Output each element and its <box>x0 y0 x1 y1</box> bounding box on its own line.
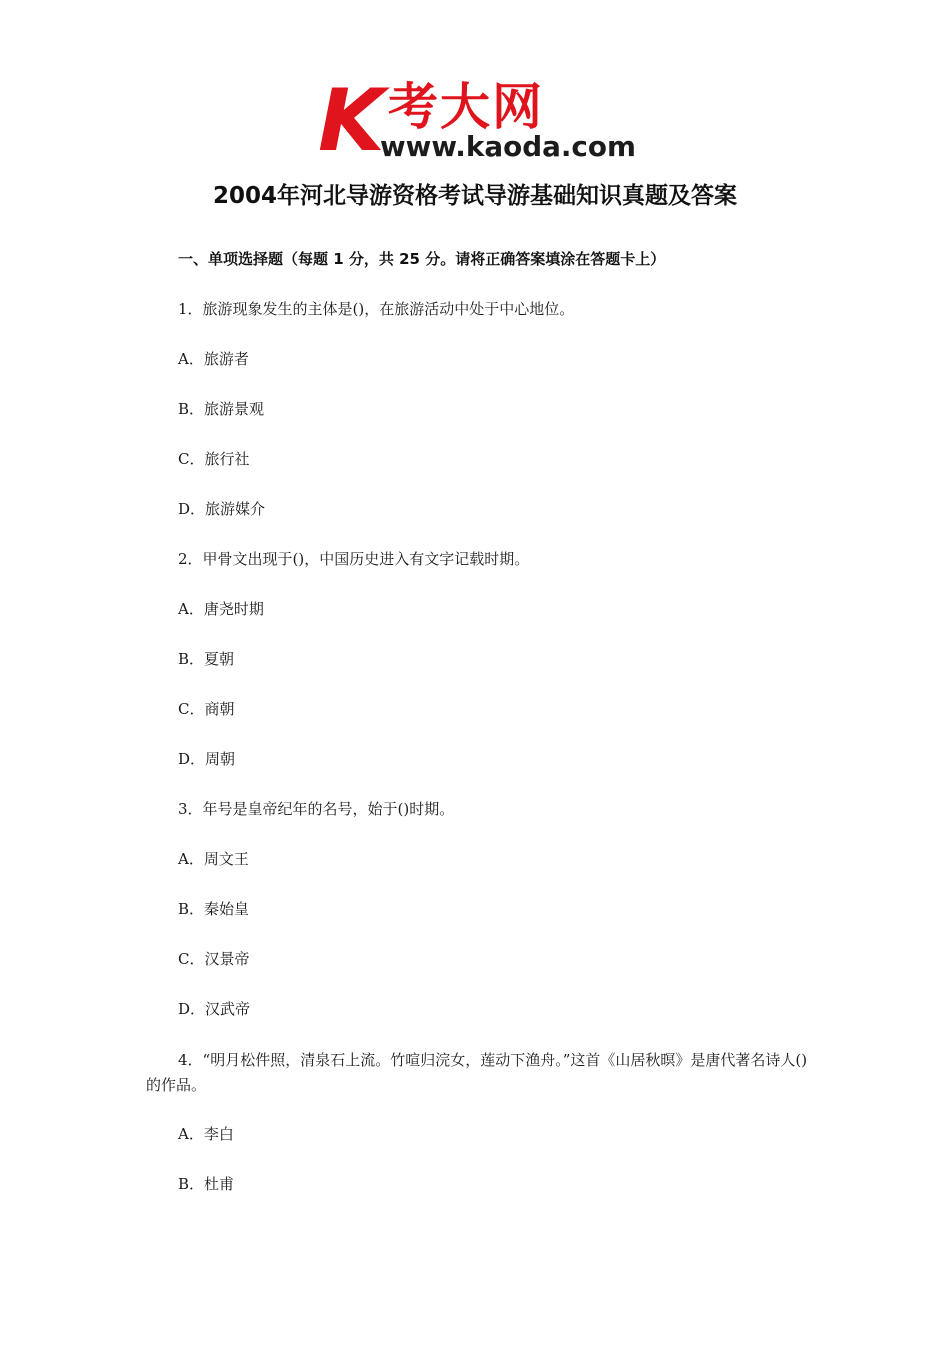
kaoda-logo <box>318 74 640 164</box>
question-2-option-a: A．唐尧时期 <box>178 600 264 618</box>
question-2-option-d: D．周朝 <box>178 750 236 768</box>
question-3-option-c: C．汉景帝 <box>178 950 250 968</box>
logo-url-text: www.kaoda.com <box>380 130 636 163</box>
kaoda-logo-graphic <box>318 74 640 164</box>
document-title: 2004年河北导游资格考试导游基础知识真题及答案 <box>212 183 737 209</box>
logo-brand-text: 考大网 <box>388 78 544 136</box>
question-2-option-b: B．夏朝 <box>178 650 235 668</box>
question-1-option-b: B．旅游景观 <box>178 400 265 418</box>
question-3-option-a: A．周文王 <box>178 850 249 868</box>
question-3-option-d: D．汉武帝 <box>178 1000 251 1018</box>
logo-k-letter: K <box>318 74 385 164</box>
question-4-option-b: B．杜甫 <box>178 1175 235 1193</box>
question-1-option-a: A．旅游者 <box>178 350 249 368</box>
question-4-option-a: A．李白 <box>178 1125 234 1143</box>
question-2-stem: 2．甲骨文出现于()，中国历史进入有文字记载时期。 <box>178 550 530 568</box>
question-1-stem: 1．旅游现象发生的主体是()，在旅游活动中处于中心地位。 <box>178 300 575 318</box>
section-heading: 一、单项选择题（每题 1 分，共 25 分。请将正确答案填涂在答题卡上） <box>178 250 666 268</box>
question-4-stem: 4．“明月松件照，清泉石上流。竹喧归浣女，莲动下渔舟。”这首《山居秋暝》是唐代著名诗人()的作品。 <box>146 1051 808 1094</box>
question-1-option-d: D．旅游媒介 <box>178 500 266 518</box>
question-3-option-b: B．秦始皇 <box>178 900 250 918</box>
question-2-option-c: C．商朝 <box>178 700 235 718</box>
question-1-option-c: C．旅行社 <box>178 450 250 468</box>
question-3-stem: 3．年号是皇帝纪年的名号，始于()时期。 <box>178 800 455 818</box>
